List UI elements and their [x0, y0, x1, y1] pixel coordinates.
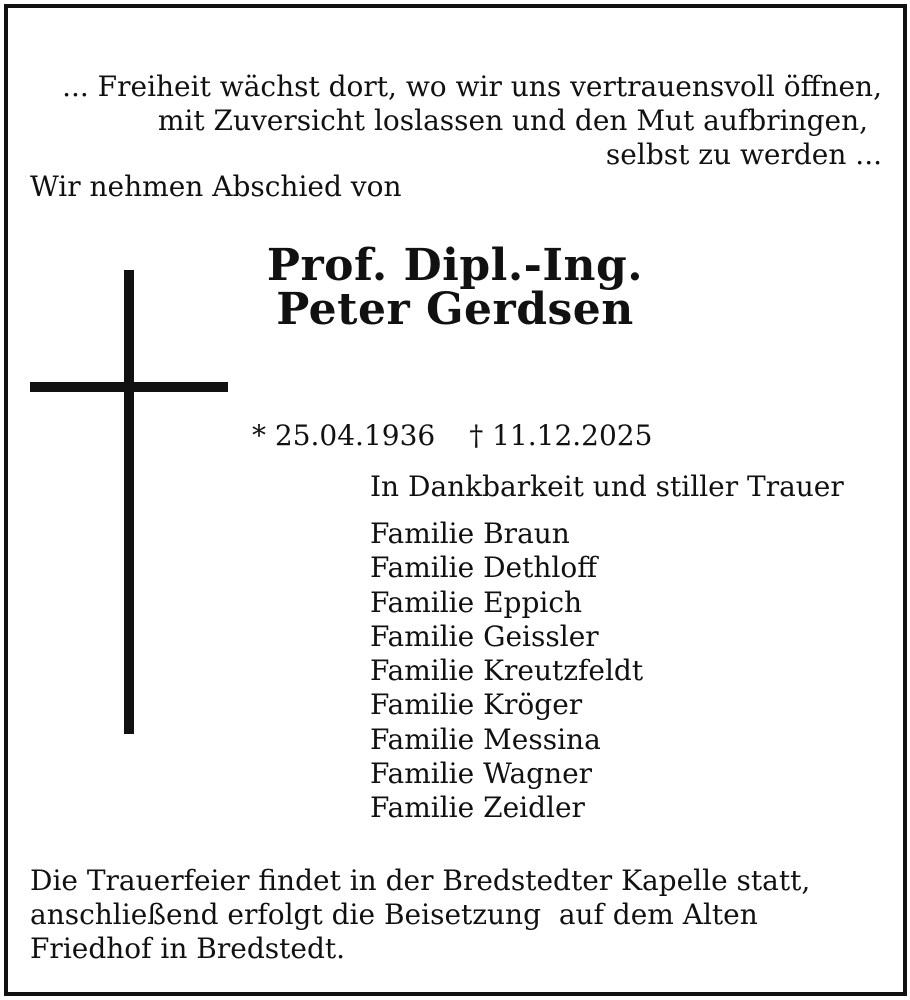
quote-line-2: mit Zuversicht loslassen und den Mut aufbringen, [157, 104, 868, 137]
birth-date: * 25.04.1936 [252, 419, 436, 452]
deceased-name-block [200, 240, 710, 335]
family-item: Familie Geissler [370, 619, 599, 653]
family-item: Familie Zeidler [370, 791, 585, 825]
quote-line-1: ... Freiheit wächst dort, wo wir uns vertrauensvoll öffnen, [62, 70, 882, 103]
family-item: Familie Eppich [370, 585, 583, 619]
deceased-title: Prof. Dipl.-Ing. [266, 240, 644, 291]
farewell-intro: Wir nehmen Abschied von [30, 170, 402, 203]
families-list [370, 517, 643, 826]
family-item: Familie Wagner [370, 757, 593, 791]
ceremony-line-2: anschließend erfolgt die Beisetzung auf dem Alten [30, 898, 758, 931]
family-item: Familie Messina [370, 722, 601, 756]
ceremony-notice [30, 864, 880, 966]
deceased-name: Peter Gerdsen [276, 284, 634, 335]
ceremony-line-3: Friedhof in Bredstedt. [30, 932, 346, 965]
death-date: † 11.12.2025 [469, 419, 653, 452]
life-dates [252, 418, 652, 454]
family-item: Familie Kreutzfeldt [370, 654, 644, 688]
cross-horizontal-beam [30, 382, 228, 392]
ceremony-line-1: Die Trauerfeier findet in der Bredstedter Kapelle statt, [30, 864, 811, 897]
family-item: Familie Dethloff [370, 551, 598, 585]
family-item: Familie Kröger [370, 688, 583, 722]
mourning-line: In Dankbarkeit und stiller Trauer [370, 470, 844, 503]
cross-vertical-beam [124, 270, 134, 734]
quote [22, 70, 882, 172]
quote-line-3: selbst zu werden ... [605, 138, 882, 171]
family-item: Familie Braun [370, 517, 570, 550]
